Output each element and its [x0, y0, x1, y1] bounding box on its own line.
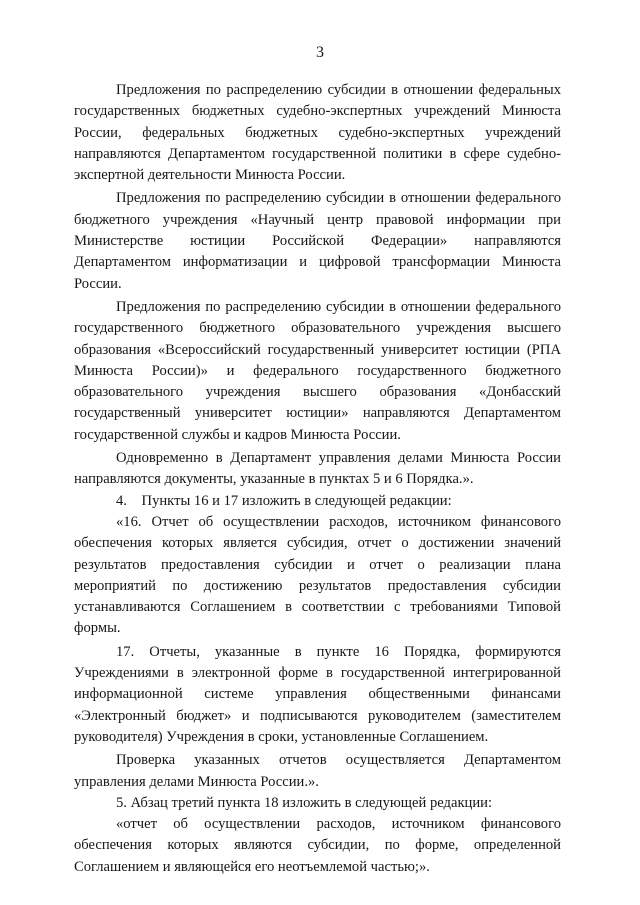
- paragraph-clause-17: 17. Отчеты, указанные в пункте 16 Порядка, формируются Учреждениями в электронной форме в государственной интегрированной информационной системе управления общественными финансами «Электронный бюджет» и подписываются руководителем (заместителем руководителя) Учреждения в сроки, установленные Соглашением.: [74, 643, 561, 745]
- document-body: [74, 80, 561, 878]
- paragraph-report-verification: Проверка указанных отчетов осуществляется Департаментом управления делами Минюста России.».: [74, 752, 561, 790]
- paragraph-expense-report: «отчет об осуществлении расходов, источником финансового обеспечения которых являются субсидии, по форме, определенной Соглашением и являющейся его неотъемлемой частью;».: [74, 816, 561, 875]
- paragraph-subsidy-universities: Предложения по распределению субсидии в отношении федерального государственного бюджетного образовательного учреждения высшего образования «Всероссийский государственный университет юстиции (РПА Минюста России)» и федерального государственного бюджетного образовательного учреждения высшего образования «Донбасский государственный университет юстиции» направляются Департаментом государственной службы и кадров Минюста России.: [74, 298, 561, 443]
- paragraph-item-4: 4. Пункты 16 и 17 изложить в следующей редакции:: [116, 492, 452, 509]
- paragraph-documents-sent: Одновременно в Департамент управления делами Минюста России направляются документы, указанные в пунктах 5 и 6 Порядка.».: [74, 450, 561, 488]
- paragraph-item-5: 5. Абзац третий пункта 18 изложить в следующей редакции:: [116, 794, 493, 811]
- paragraph-subsidy-legal-info-center: Предложения по распределению субсидии в отношении федерального бюджетного учреждения «Научный центр правовой информации при Министерстве юстиции Российской Федерации» направляются Департаментом информатизации и цифровой трансформации Минюста России.: [74, 190, 561, 292]
- paragraph-clause-16: «16. Отчет об осуществлении расходов, источником финансового обеспечения которых является субсидия, отчет о достижении значений результатов предоставления субсидии и отчет о реализации плана мероприятий по достижению результатов предоставления субсидии устанавливаются Соглашением в соответствии с требованиями Типовой формы.: [74, 513, 561, 637]
- page-number: 3: [316, 44, 324, 61]
- paragraph-subsidy-forensic: Предложения по распределению субсидии в отношении федеральных государственных бюджетных судебно-экспертных учреждений Минюста России, федеральных бюджетных судебно-экспертных учреждений направляются Департаментом государственной политики в сфере судебно-экспертной деятельности Минюста России.: [74, 82, 561, 184]
